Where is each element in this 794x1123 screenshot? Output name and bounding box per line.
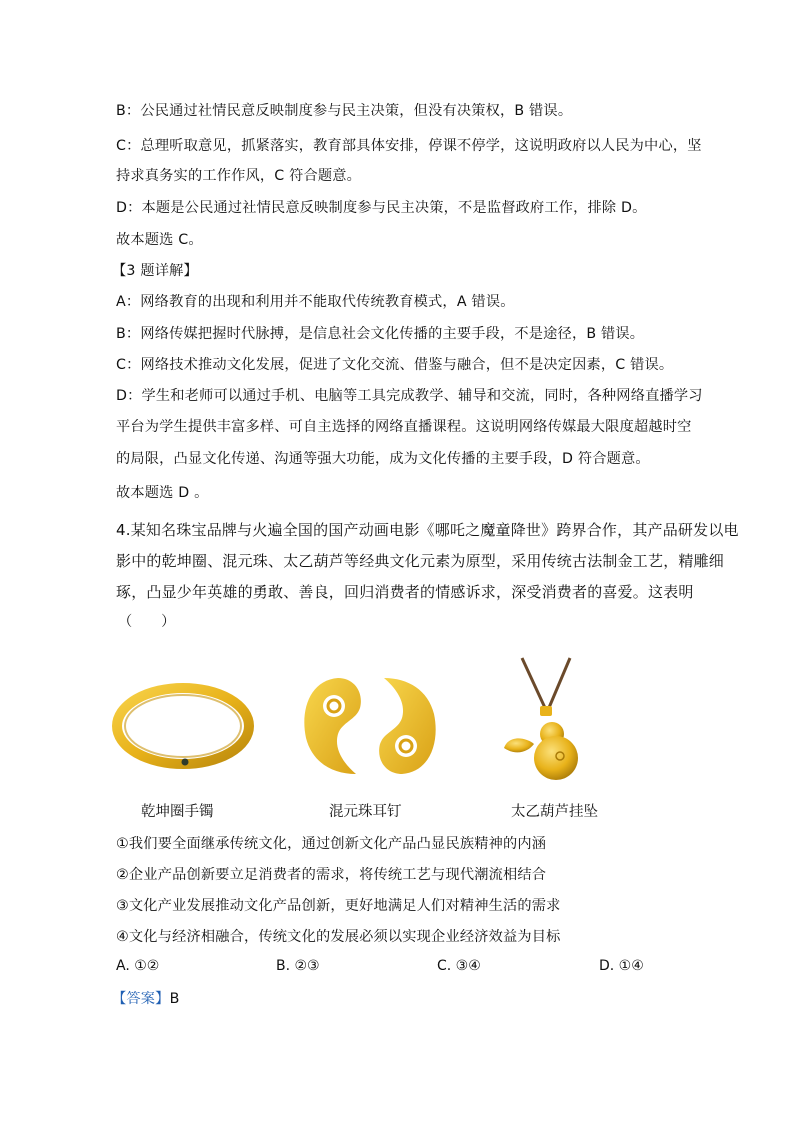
statement-3: ③文化产业发展推动文化产品创新，更好地满足人们对精神生活的需求	[116, 898, 561, 914]
question4-stem-line2: 影中的乾坤圈、混元珠、太乙葫芦等经典文化元素为原型，采用传统古法制金工艺，精雕细	[116, 552, 725, 570]
analysis3-d-line2: 平台为学生提供丰富多样、可自主选择的网络直播课程。这说明网络传媒最大限度超越时空	[116, 419, 692, 435]
analysis3-c: C：网络技术推动文化发展，促进了文化交流、借鉴与融合，但不是决定因素，C 错误。	[116, 357, 674, 373]
question4-stem-line1: 4.某知名珠宝品牌与火遍全国的国产动画电影《哪吒之魔童降世》跨界合作，其产品研发以电	[116, 521, 739, 539]
caption-pendant: 太乙葫芦挂坠	[511, 804, 598, 820]
statement-1: ①我们要全面继承传统文化，通过创新文化产品凸显民族精神的内涵	[116, 836, 547, 852]
analysis3-d-line3: 的局限，凸显文化传递、沟通等强大功能，成为文化传播的主要手段，D 符合题意。	[116, 451, 650, 467]
option-a: A. ①②	[116, 958, 160, 974]
qiankun-bracelet-image	[112, 682, 254, 774]
answer-tag: 【答案】	[112, 991, 170, 1007]
analysis3-conclusion: 故本题选 D 。	[116, 485, 209, 501]
hunyuan-earrings-image	[298, 670, 442, 782]
analysis3-a: A：网络教育的出现和利用并不能取代传统教育模式，A 错误。	[116, 294, 515, 310]
analysis2-b: B：公民通过社情民意反映制度参与民主决策，但没有决策权，B 错误。	[116, 103, 573, 119]
statement-2: ②企业产品创新要立足消费者的需求，将传统工艺与现代潮流相结合	[116, 867, 547, 883]
taiyi-gourd-pendant-image	[494, 656, 598, 786]
statement-4: ④文化与经济相融合，传统文化的发展必须以实现企业经济效益为目标	[116, 929, 561, 945]
caption-earrings: 混元珠耳钉	[329, 804, 402, 820]
analysis3-b: B：网络传媒把握时代脉搏，是信息社会文化传播的主要手段，不是途径，B 错误。	[116, 326, 645, 342]
analysis2-c-line2: 持求真务实的工作作风，C 符合题意。	[116, 168, 362, 184]
analysis2-d: D：本题是公民通过社情民意反映制度参与民主决策，不是监督政府工作，排除 D。	[116, 200, 647, 216]
option-d: D. ①④	[599, 958, 644, 974]
caption-bracelet: 乾坤圈手镯	[141, 804, 214, 820]
option-c: C. ③④	[437, 958, 481, 974]
analysis2-c-line1: C：总理听取意见，抓紧落实，教育部具体安排，停课不停学，这说明政府以人民为中心，坚	[116, 138, 702, 154]
answer-value: B	[169, 991, 180, 1007]
analysis3-d-line1: D：学生和老师可以通过手机、电脑等工具完成教学、辅导和交流，同时，各种网络直播学习	[116, 388, 703, 404]
option-b: B. ②③	[276, 958, 320, 974]
question4-stem-line3: 琢，凸显少年英雄的勇敢、善良，回归消费者的情感诉求，深受消费者的喜爱。这表明	[116, 583, 694, 601]
answer-line	[112, 988, 180, 1008]
analysis3-heading: 【3 题详解】	[112, 263, 198, 279]
analysis2-conclusion: 故本题选 C。	[116, 232, 203, 248]
question4-answer-blank: （ ）	[118, 614, 176, 630]
